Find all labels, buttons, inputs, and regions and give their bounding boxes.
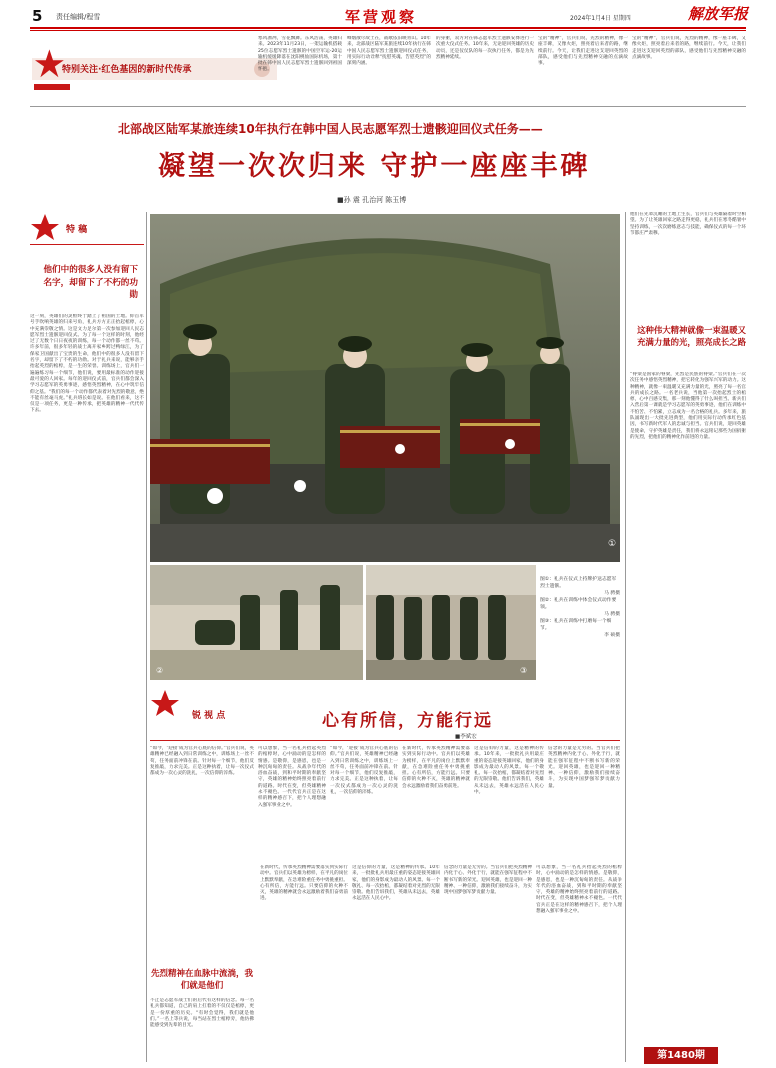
- column-tagline: 特别关注·红色基因的新时代传承: [62, 65, 192, 75]
- column-rule-right: [625, 212, 626, 1062]
- bottom-left-subtitle: 先烈精神在血脉中流淌，我们就是他们: [150, 969, 253, 991]
- svg-text:③: ③: [520, 666, 528, 675]
- editors-line: 责任编辑/程雪: [56, 13, 101, 21]
- top-column-4: 宝的“精神”，官兵们说，先烈的精神，像一座丰碑，又像火炬，照亮着后来者的路，继续前行。今天，让我们走进这支迎回英烈的部队，感受他们与先烈精神交融的点滴故事。: [538, 36, 628, 67]
- left-rail-rule: [30, 244, 144, 245]
- feature-headline: 凝望一次次归来 守护一座座丰碑: [158, 151, 591, 182]
- header-rule: [30, 27, 746, 29]
- left-rail-label-box: [30, 212, 144, 242]
- right-rail: [630, 212, 746, 1042]
- caption-3: 图③：礼兵在训练中打磨每一个细节。: [540, 619, 612, 631]
- bottom-feature-rule: [150, 740, 620, 741]
- photo-2-art: [150, 565, 363, 680]
- right-rail-subtitle: 这种伟大精神就像一束温暖又充满力量的光，照亮成长之路: [637, 325, 746, 347]
- bottom-feature-label: 锐 视 点: [192, 711, 226, 721]
- left-rail-label: 特 稿: [66, 225, 88, 235]
- svg-text:②: ②: [156, 666, 164, 675]
- main-photo: [150, 214, 620, 562]
- issue-date: 2024年1月4日 星期四: [570, 15, 631, 22]
- svg-text:①: ①: [608, 539, 617, 549]
- bottom-left-body-top: “如今，‘迎接’成为官兵心底的信仰。”官兵们说，英雄精神已经融入到日常训练之中，训练场上一丝不苟，任务面前冲锋在前。针对每一个细节，他们反复推敲，力求完美。正是这种执着，让每一次仪式都成为一次心灵的洗礼，一次信仰的淬炼。: [150, 746, 254, 777]
- right-rail-body: “脊梁是国家的脊梁，先烈是民族的脊梁。”官兵们在一次次任务中感悟英烈精神，把它转化为强军兴军的动力。这种精神，就像一束温暖又充满力量的光，照亮了每一名官兵的成长之路。一名老兵说，当他第一次抬起烈士的棺椁，心中百感交集，那一刻他懂得了什么叫担当。新兵们入营后第一课就是学习志愿军的英勇事迹，他们在训练中不怕苦、不怕累，立志成为一名合格的礼兵。多年来，旅队涌现出一大批先进典型，他们用实际行动传承红色基因，书写新时代军人的忠诚与担当。官兵们说，迎回英雄是使命，守护英雄是责任，我们将永远铭记那些为国捐躯的先烈，把他们的精神化作前进的力量。: [630, 372, 746, 440]
- bottom-col-a: 可以想象，当一名礼兵抬起英烈的棺椁时，心中涌动的是怎样的情感。是敬仰，是感恩，也是一种沉甸甸的责任。从战争年代的浴血奋战，到和平时期的奉献坚守，英雄的精神始终照亮着前行的道路。时代在变，但英雄精神永不褪色。一代代官兵正是在这样的精神感召下，把个人理想融入强军事业之中。: [258, 746, 326, 808]
- top-column-2: 峰烟散尽故土在，战歌依旧映青山。10年来，北部战区陆军某旅连续10年执行在韩中国人民志愿军烈士遗骸迎回仪式任务，用实际行动诠释“抚慰英魂、告慰英烈”的深刻内涵。: [347, 36, 431, 67]
- header-rule-thin: [30, 30, 746, 31]
- feature-kicker: 北部战区陆军某旅连续10年执行在韩中国人民志愿军烈士遗骸迎回仪式任务——: [118, 122, 543, 136]
- left-rail: [30, 212, 144, 1062]
- top-divider: [30, 106, 746, 107]
- bottom-left-body: 不止是志愿军战士们的后代有这样的信念。每一名礼兵都知道，自己的肩上扛着的不仅仅是棺椁，更是一份厚重的历史。“有时会觉得，我们就是他们。”一名上等兵说，每当站在烈士棺椁旁，他仿佛能感受到先辈的目光。: [150, 998, 254, 1029]
- bottom-col-e: 信念的力量是无穷的。当官兵们把英烈精神内化于心、外化于行，就能在强军征程中不断书写新的荣光。迎回英雄，也是迎回一种精神、一种信仰，激励我们接续奋斗，为实现中国梦强军梦贡献力量。: [548, 746, 620, 789]
- star-icon: [30, 212, 60, 242]
- left-rail-body: 这一刻，英雄们的灵柩终于踏上了祖国的土地。仰首军号手吹响英雄的归来号角，礼兵方方正正抬起棺椁，心中充满崇敬之情。这是文力足尔第一次参加迎回人民志愿军烈士遗骸迎回仪式。为了每一个这样的时刻，他经过了无数个日日夜夜的训练，每一个动作都一丝不苟。许多年前，很多年轻的战士离开家乡跨过鸭绿江，为了保家卫国献出了宝贵的生命，他们中的很多人没有留下名字，却留下了不朽的功勋。对于礼兵来说，能够亲手抬起英烈的棺椁，是一生的荣誉。训练场上，官兵们一遍遍练习每一个细节，他们说，要用最标准的动作迎接最可爱的人回家。每年的迎回仪式前，官兵们都会深入学习志愿军的英勇事迹，感悟英烈精神，在心中筑牢信仰之基。“我们的每一个动作都代表着对先烈的敬意，绝不能有丝毫马虎。”礼兵班长如是说。在他们看来，这不仅是一项任务，更是一种传承，把英雄的精神一代代传下去。: [30, 314, 144, 414]
- star-icon: [150, 688, 180, 718]
- photo-3: [366, 565, 536, 680]
- top-column-1: 寒风凛冽，雪花飘舞。东风浩荡，英雄归来。2023年11月23日，一架运输机搭载25位志愿军烈士遗骸的中国空军运-20运输机缓缓降落在沈阳桃仙国际机场，第十批在韩中国人民志愿军烈士遗骸回到祖国怀抱。: [258, 36, 342, 73]
- main-photo-art: [150, 214, 620, 562]
- caption-3-credit: 李 硕摄: [604, 633, 620, 638]
- top-column-3: 的身躯，双方对在韩志愿军烈士遗骸安葬进行一次重大仪式任务。10年来，无论迎回英雄的历史动员，还是仪仗队的每一次执行任务，都是为先烈精神延续。: [436, 36, 534, 60]
- bottom-col-c: 在新时代，传承英烈精神需要落实到实际行动中。官兵们以英雄为榜样，在平凡的岗位上默默奉献，在急难险重任务中勇挑重担。心有所信，方能行远。只要信仰的火种不灭，英雄的精神就会永远激励着我们奋勇前进。: [402, 746, 470, 789]
- caption-2: 图②：礼兵在训练中体会仪式动作要领。: [540, 598, 617, 610]
- issue-badge: 第1480期: [644, 1047, 718, 1064]
- newspaper-logo: 解放军报: [688, 5, 749, 23]
- bottom-col-b2: 这是信仰的力量，这是精神的传承。10年来，一批批礼兵用最庄重的姿态迎接英雄回家，他们的身影成为最动人的风景。每一个敬礼、每一次抬棺，都凝结着对先烈的无限崇敬。他们告诉我们，英雄从未远去，英雄永远活在人民心中。: [352, 865, 440, 902]
- page-number: 5: [32, 7, 43, 25]
- column-badge: [32, 44, 277, 100]
- left-rail-subtitle: 他们中的很多人没有留下名字，却留下了不朽的功勋: [43, 265, 138, 300]
- bottom-col-d2: 可以想象，当一名礼兵抬起英烈的棺椁时，心中涌动的是怎样的情感。是敬仰，是感恩，也是一种沉甸甸的责任。从战争年代的浴血奋战，到和平时期的奉献坚守，英雄的精神始终照亮着前行的道路。时代在变，但英雄精神永不褪色。一代代官兵正是在这样的精神感召下，把个人理想融入强军事业之中。: [536, 865, 622, 915]
- bottom-col-b: “如今，‘迎接’成为官兵心底的信仰。”官兵们说，英雄精神已经融入到日常训练之中，训练场上一丝不苟，任务面前冲锋在前。针对每一个细节，他们反复推敲，力求完美。正是这种执着，让每一次仪式都成为一次心灵的洗礼，一次信仰的淬炼。: [330, 746, 398, 796]
- bottom-col-d: 这是信仰的力量，这是精神的传承。10年来，一批批礼兵用最庄重的姿态迎接英雄回家，他们的身影成为最动人的风景。每一个敬礼、每一次抬棺，都凝结着对先烈的无限崇敬。他们告诉我们，英雄从未远去，英雄永远活在人民心中。: [474, 746, 544, 796]
- top-column-5: 宝的“精神”，官兵们说，先烈的精神，像一座丰碑，又像火炬，照亮着后来者的路，继续前行。今天，让我们走进这支迎回英烈的部队，感受他们与先烈精神交融的点滴故事。: [632, 36, 746, 60]
- section-title: 军营观察: [345, 8, 418, 26]
- feature-byline: ■孙 震 孔治河 陈玉博: [337, 196, 407, 204]
- photo-2: [150, 565, 363, 680]
- column-rule-left: [146, 212, 147, 1062]
- bottom-feature-headline: 心有所信，方能行远: [322, 711, 493, 731]
- bottom-feature-byline: ■李斌宏: [455, 734, 477, 740]
- caption-1-credit: 马 骋摄: [604, 591, 620, 596]
- photo-captions: [540, 576, 620, 639]
- bottom-col-a2: 在新时代，传承英烈精神需要落实到实际行动中。官兵们以英雄为榜样，在平凡的岗位上默默奉献，在急难险重任务中勇挑重担。心有所信，方能行远。只要信仰的火种不灭，英雄的精神就会永远激励着我们奋勇前进。: [260, 865, 348, 902]
- photo-3-art: [366, 565, 536, 680]
- bottom-feature-header: [150, 688, 620, 731]
- caption-2-credit: 马 骋摄: [604, 612, 620, 617]
- right-rail-body-top: 他们在先辈沉睡的土地上生长，官兵们与英雄隔着时空相望。为了让英雄回家之路走得更稳，礼兵们在寒冬酷暑中坚持训练，一次次磨练意志与技能，确保仪式的每一个环节都庄严肃穆。: [630, 212, 746, 236]
- bottom-col-c2: 信念的力量是无穷的。当官兵们把英烈精神内化于心、外化于行，就能在强军征程中不断书写新的荣光。迎回英雄，也是迎回一种精神、一种信仰，激励我们接续奋斗，为实现中国梦强军梦贡献力量。: [444, 865, 532, 896]
- caption-1: 图①：礼兵在仪式上持牌护送志愿军烈士遗骸。: [540, 577, 617, 589]
